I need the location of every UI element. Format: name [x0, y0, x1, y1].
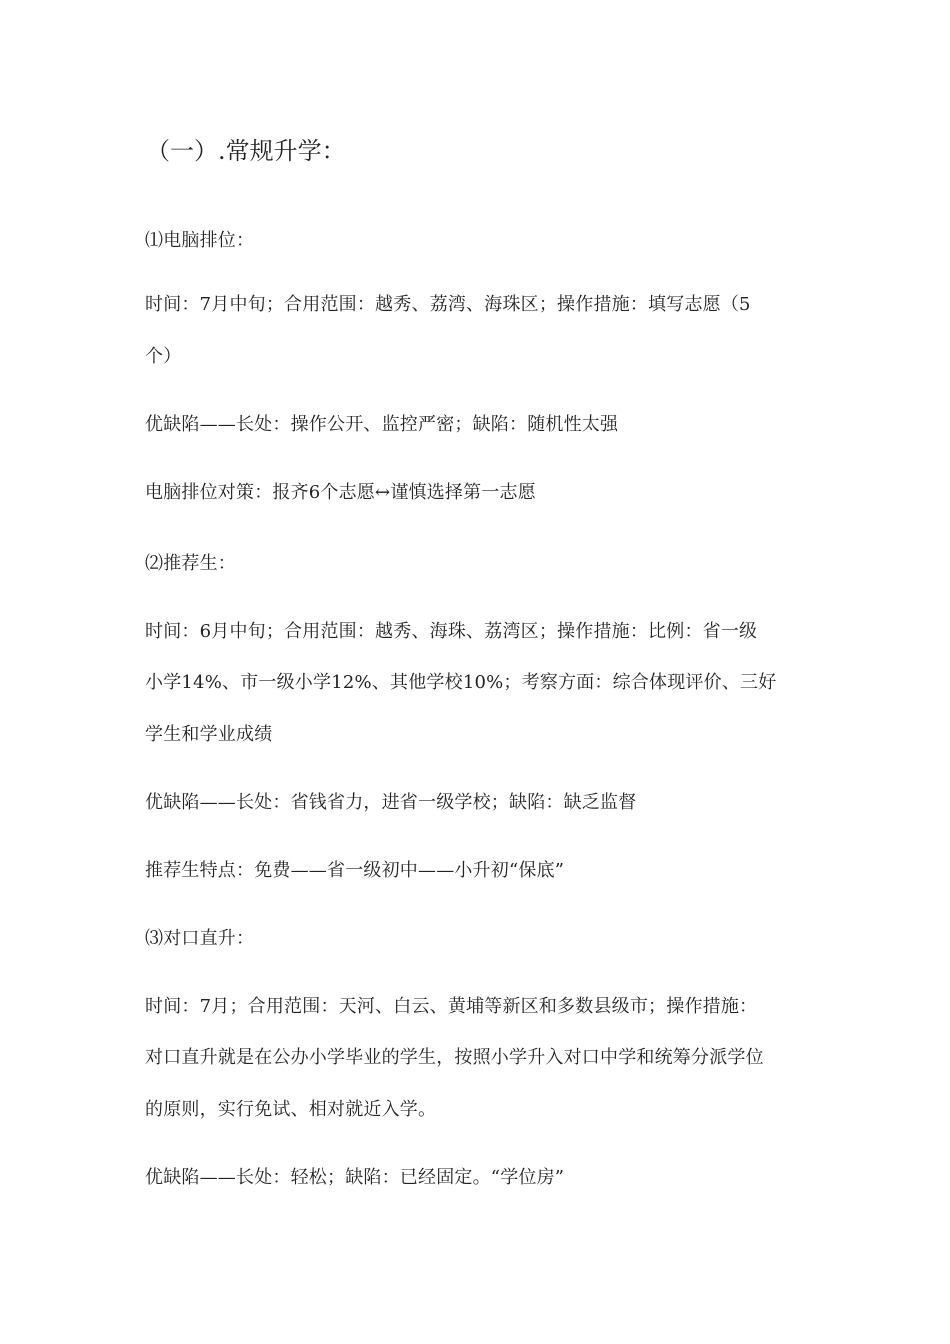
- paragraph-line: 优缺陷——长处：省钱省力，进省一级学校；缺陷：缺乏监督: [145, 792, 637, 813]
- section-heading: （一）.常规升学：: [146, 137, 346, 165]
- paragraph-line: 时间：7月；合用范围：天河、白云、黄埔等新区和多数县级市；操作措施：: [145, 996, 758, 1017]
- paragraph-line: 电脑排位对策：报齐6个志愿↔谨慎选择第一志愿: [145, 482, 536, 503]
- paragraph-line: 时间：7月中旬；合用范围：越秀、荔湾、海珠区；操作措施：填写志愿（5: [145, 294, 751, 315]
- paragraph-line: 个）: [145, 346, 182, 367]
- subsection-title-direct: ⑶对口直升：: [145, 928, 255, 949]
- paragraph-line: 对口直升就是在公办小学毕业的学生，按照小学升入对口中学和统筹分派学位: [145, 1047, 764, 1068]
- subsection-title-recommended: ⑵推荐生：: [145, 553, 236, 574]
- paragraph-line: 的原则，实行免试、相对就近入学。: [145, 1099, 437, 1120]
- paragraph-line: 小学14%、市一级小学12%、其他学校10%；考察方面：综合体现评价、三好: [145, 672, 777, 693]
- subsection-title-computer-ranking: ⑴电脑排位：: [145, 230, 255, 251]
- paragraph-line: 学生和学业成绩: [145, 724, 273, 745]
- paragraph-line: 优缺陷——长处：操作公开、监控严密；缺陷：随机性太强: [145, 414, 619, 435]
- paragraph-line: 时间：6月中旬；合用范围：越秀、海珠、荔湾区；操作措施：比例：省一级: [145, 621, 758, 642]
- paragraph-line: 优缺陷——长处：轻松；缺陷：已经固定。“学位房”: [145, 1167, 565, 1188]
- paragraph-line: 推荐生特点：免费——省一级初中——小升初“保底”: [145, 860, 565, 881]
